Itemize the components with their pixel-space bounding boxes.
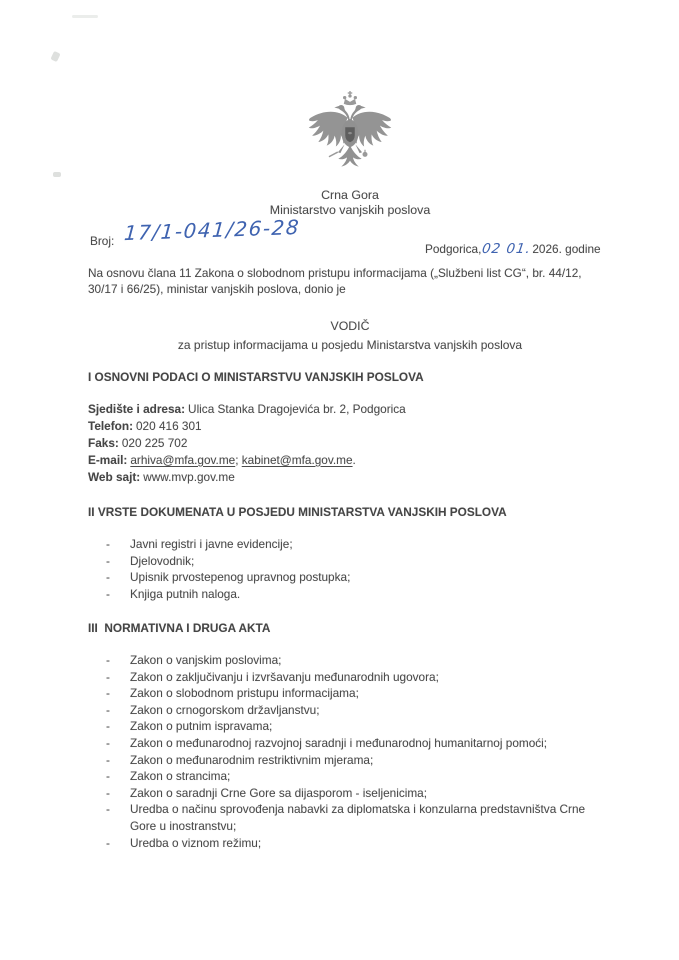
dash-bullet: - xyxy=(106,669,110,684)
document-subtitle: za pristup informacijama u posjedu Ministarstva vanjskih poslova xyxy=(177,338,523,352)
address-label: Sjedište i adresa: xyxy=(88,402,186,416)
contact-phone-row xyxy=(88,418,406,435)
dash-bullet: - xyxy=(106,785,110,800)
email-terminator: . xyxy=(352,452,356,467)
section-2-list xyxy=(88,536,602,602)
list-item: - Uredba o viznom režimu; xyxy=(88,835,602,852)
section-3-heading: III NORMATIVNA I DRUGA AKTA xyxy=(88,621,271,635)
list-item: - Zakon o međunarodnoj razvojnoj saradnji i međunarodnoj humanitarnoj pomoći; xyxy=(88,735,602,752)
section-2-heading: II VRSTE DOKUMENATA U POSJEDU MINISTARSTVA VANJSKIH POSLOVA xyxy=(88,505,507,519)
scan-artifact xyxy=(72,15,98,18)
emblem-container xyxy=(300,90,400,187)
document-title: VODIČ xyxy=(330,319,370,333)
email-link-secondary: kabinet@mfa.gov.me xyxy=(241,452,353,467)
list-item: - Zakon o putnim ispravama; xyxy=(88,718,602,735)
web-value: www.mvp.gov.me xyxy=(143,469,235,484)
list-item: - Upisnik prvostepenog upravnog postupka; xyxy=(88,569,602,586)
phone-value: 020 416 301 xyxy=(136,418,202,433)
list-item: - Zakon o slobodnom pristupu informacijama; xyxy=(88,685,602,702)
contact-block xyxy=(88,401,406,486)
dash-bullet: - xyxy=(106,570,110,585)
contact-web-row xyxy=(88,469,406,486)
date-handwritten: 02 01. xyxy=(481,241,533,257)
scan-artifact xyxy=(50,51,60,62)
list-item: - Djelovodnik; xyxy=(88,553,602,570)
dash-bullet: - xyxy=(106,653,110,667)
fax-value: 020 225 702 xyxy=(121,435,188,450)
document-number-handwritten: 17/1-041/26-28 xyxy=(123,214,301,246)
list-item: - Zakon o strancima; xyxy=(88,768,602,785)
list-item: - Zakon o crnogorskom državljanstvu; xyxy=(88,702,602,719)
dash-bullet: - xyxy=(106,735,110,750)
web-label: Web sajt: xyxy=(88,469,141,484)
email-separator: ; xyxy=(235,452,239,467)
list-item: - Javni registri i javne evidencije; xyxy=(88,536,602,553)
address-value: Ulica Stanka Dragojevića br. 2, Podgorica xyxy=(188,402,406,416)
dash-bullet: - xyxy=(106,835,110,850)
document-number-label: Broj: xyxy=(90,234,115,248)
dash-bullet: - xyxy=(106,686,110,701)
dash-bullet: - xyxy=(106,702,110,717)
dash-bullet: - xyxy=(106,802,110,817)
email-label: E-mail: xyxy=(88,452,128,467)
list-item: - Zakon o saradnji Crne Gore sa dijasporom - iseljenicima; xyxy=(88,785,602,802)
date-year: 2026. godine xyxy=(532,242,601,256)
dash-bullet: - xyxy=(106,752,110,767)
country-name: Crna Gora xyxy=(321,188,379,202)
scan-artifact xyxy=(53,172,61,177)
section-3-list xyxy=(88,652,602,851)
dash-bullet: - xyxy=(106,769,110,784)
fax-label: Faks: xyxy=(88,435,119,450)
contact-address-row xyxy=(88,401,406,418)
dash-bullet: - xyxy=(106,586,110,601)
list-item: - Uredba o načinu sprovođenja nabavki za diplomatska i konzularna predstavništva Crne Gore u inostranstvu; xyxy=(88,801,602,834)
intro-line-2: 30/17 i 66/25), ministar vanjskih poslova, donio je xyxy=(88,281,346,296)
dash-bullet: - xyxy=(106,719,110,734)
place-date-line xyxy=(425,241,601,257)
contact-fax-row xyxy=(88,435,406,452)
dash-bullet: - xyxy=(106,553,110,568)
place-name: Podgorica, xyxy=(425,242,482,256)
phone-label: Telefon: xyxy=(88,418,133,433)
email-link-primary: arhiva@mfa.gov.me xyxy=(130,452,236,467)
intro-line-1: Na osnovu člana 11 Zakona o slobodnom pristupu informacijama („Službeni list CG“, br. 44/12, xyxy=(88,266,582,280)
list-item: - Zakon o zaključivanju i izvršavanju međunarodnih ugovora; xyxy=(88,669,602,686)
list-item: - Knjiga putnih naloga. xyxy=(88,586,602,603)
list-item: - Zakon o vanjskim poslovima; xyxy=(88,652,602,669)
list-item: - Zakon o međunarodnim restriktivnim mjerama; xyxy=(88,752,602,769)
section-1-heading: I OSNOVNI PODACI O MINISTARSTVU VANJSKIH POSLOVA xyxy=(88,370,424,384)
coat-of-arms-icon xyxy=(300,90,400,182)
dash-bullet: - xyxy=(106,537,110,551)
contact-email-row xyxy=(88,452,406,469)
ministry-name: Ministarstvo vanjskih poslova xyxy=(269,203,431,217)
intro-paragraph xyxy=(88,266,582,298)
